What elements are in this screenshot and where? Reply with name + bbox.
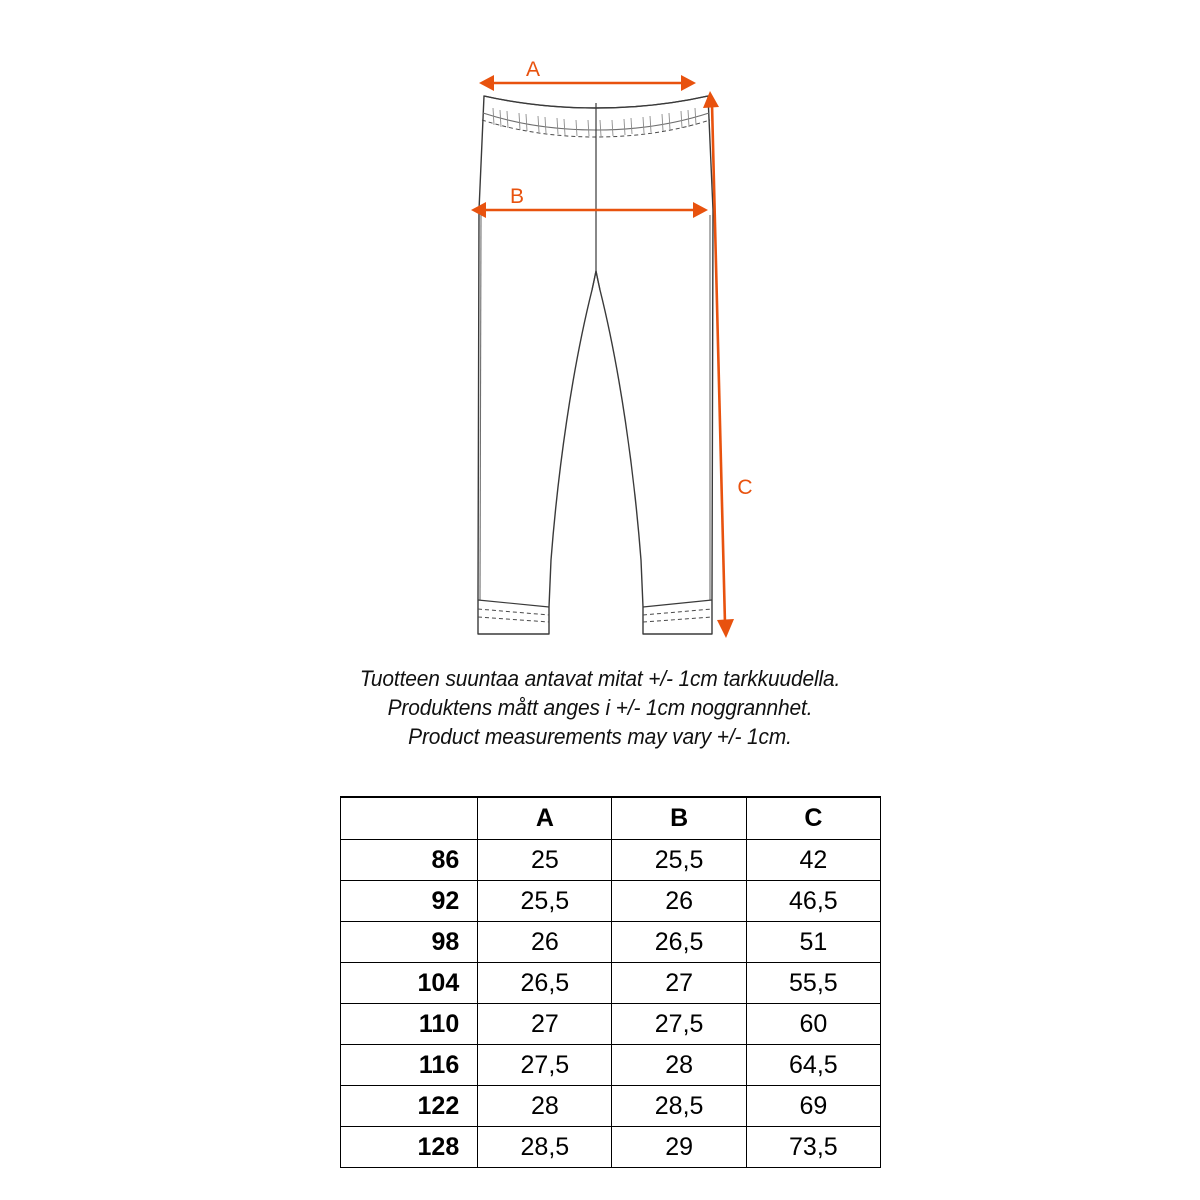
measurement-cell-b: 26,5 xyxy=(612,922,746,963)
measurement-cell-b: 25,5 xyxy=(612,840,746,881)
header-cell-c: C xyxy=(746,797,880,840)
size-cell: 122 xyxy=(341,1086,478,1127)
measurement-cell-a: 25 xyxy=(478,840,612,881)
header-cell-a: A xyxy=(478,797,612,840)
size-table-header-row xyxy=(341,797,881,840)
measurement-cell-c: 46,5 xyxy=(746,881,880,922)
measurement-cell-a: 26,5 xyxy=(478,963,612,1004)
measurement-cell-c: 51 xyxy=(746,922,880,963)
measurement-cell-a: 25,5 xyxy=(478,881,612,922)
dimension-b-label: B xyxy=(509,185,525,208)
measurement-cell-a: 28,5 xyxy=(478,1127,612,1168)
measurement-cell-c: 60 xyxy=(746,1004,880,1045)
size-table-container xyxy=(340,796,881,1168)
size-table xyxy=(340,796,881,1168)
measurement-cell-c: 69 xyxy=(746,1086,880,1127)
measurement-cell-c: 73,5 xyxy=(746,1127,880,1168)
size-cell: 116 xyxy=(341,1045,478,1086)
header-cell-b: B xyxy=(612,797,746,840)
disclaimer-line-english: Product measurements may vary +/- 1cm. xyxy=(408,724,792,749)
size-table-body xyxy=(341,840,881,1168)
table-row xyxy=(341,922,881,963)
measurement-cell-a: 27 xyxy=(478,1004,612,1045)
measurement-disclaimer xyxy=(0,664,1200,751)
measurement-cell-a: 28 xyxy=(478,1086,612,1127)
measurement-cell-b: 26 xyxy=(612,881,746,922)
dimension-c-label: C xyxy=(737,476,753,499)
disclaimer-line-finnish: Tuotteen suuntaa antavat mitat +/- 1cm tarkkuudella. xyxy=(359,666,841,691)
measurement-cell-b: 27 xyxy=(612,963,746,1004)
size-cell: 128 xyxy=(341,1127,478,1168)
leggings-illustration xyxy=(478,96,713,634)
size-cell: 92 xyxy=(341,881,478,922)
dimension-c-line xyxy=(712,104,725,624)
dimension-a-arrowhead-right xyxy=(681,75,696,91)
size-cell: 110 xyxy=(341,1004,478,1045)
header-cell-size xyxy=(341,797,478,840)
dimension-a-arrowhead-left xyxy=(479,75,494,91)
dimension-a-label: A xyxy=(525,58,541,81)
size-cell: 86 xyxy=(341,840,478,881)
measurement-cell-b: 28,5 xyxy=(612,1086,746,1127)
size-table-head xyxy=(341,797,881,840)
table-row xyxy=(341,1045,881,1086)
table-row xyxy=(341,840,881,881)
size-cell: 98 xyxy=(341,922,478,963)
table-row xyxy=(341,1086,881,1127)
measurement-cell-c: 55,5 xyxy=(746,963,880,1004)
disclaimer-line-swedish: Produktens mått anges i +/- 1cm noggrannhet. xyxy=(387,695,813,720)
measurement-cell-c: 42 xyxy=(746,840,880,881)
table-row xyxy=(341,1004,881,1045)
dimension-a xyxy=(479,58,696,91)
table-row xyxy=(341,1127,881,1168)
table-row xyxy=(341,963,881,1004)
measurement-cell-c: 64,5 xyxy=(746,1045,880,1086)
size-cell: 104 xyxy=(341,963,478,1004)
dimension-c-arrowhead-bottom xyxy=(717,619,734,638)
measurement-cell-a: 26 xyxy=(478,922,612,963)
measurement-cell-b: 29 xyxy=(612,1127,746,1168)
measurement-cell-b: 27,5 xyxy=(612,1004,746,1045)
measurement-cell-b: 28 xyxy=(612,1045,746,1086)
measurement-cell-a: 27,5 xyxy=(478,1045,612,1086)
table-row xyxy=(341,881,881,922)
